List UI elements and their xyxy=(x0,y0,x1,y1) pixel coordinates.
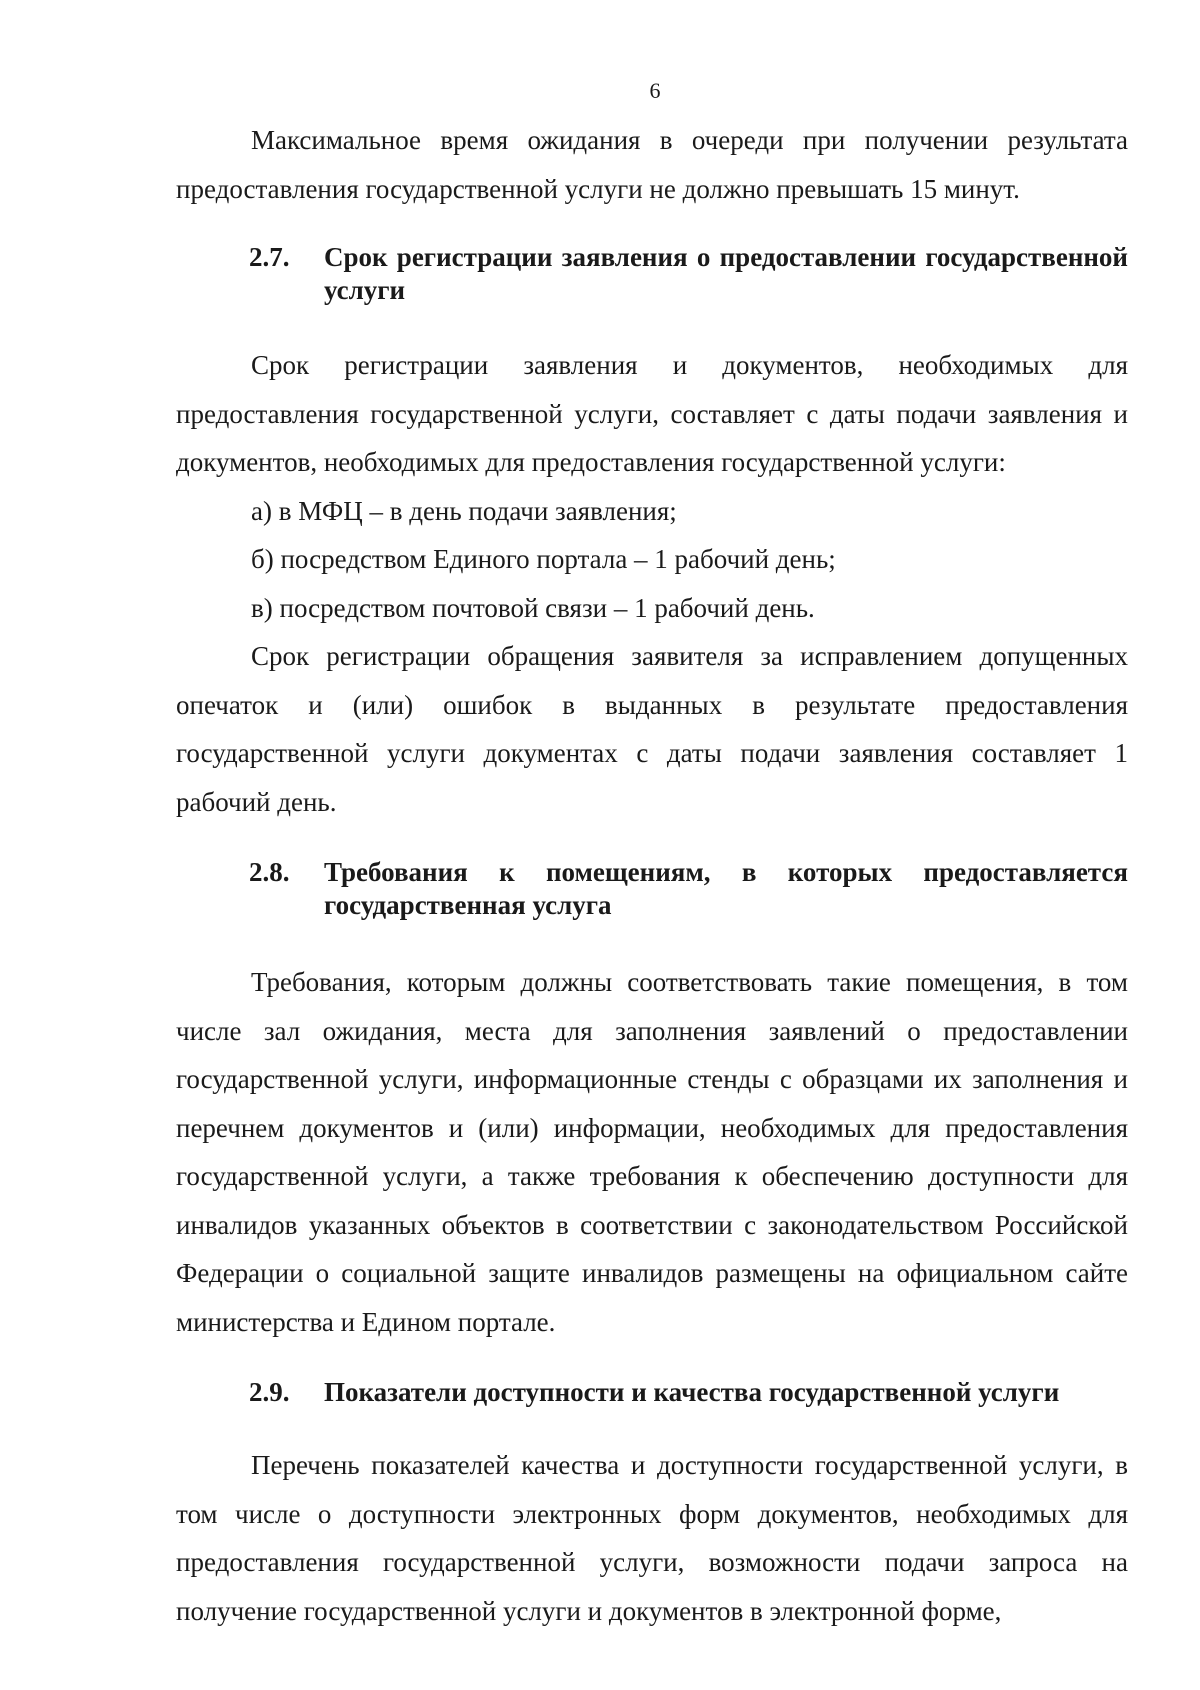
section-title: Срок регистрации заявления о предоставлении государственной услуги xyxy=(324,242,1128,305)
paragraph-max-wait-time: Максимальное время ожидания в очереди при получении результата предоставления государственной услуги не должно превышать 15 минут. xyxy=(176,125,1128,204)
paragraph-registration-term: Срок регистрации заявления и документов, необходимых для предоставления государственной услуги, составляет с даты подачи заявления и документов, необходимых для предоставления государственной услуги: xyxy=(176,350,1128,477)
list-item-mfc: а) в МФЦ – в день подачи заявления; xyxy=(251,495,677,526)
section-heading-2-8 xyxy=(176,856,1128,922)
list-item-portal: б) посредством Единого портала – 1 рабочий день; xyxy=(251,544,836,574)
document-body xyxy=(176,116,1128,1635)
section-title: Требования к помещениям, в которых предоставляется государственная услуга xyxy=(324,857,1128,920)
section-number: 2.7. xyxy=(249,242,290,272)
paragraph-correction-term: Срок регистрации обращения заявителя за исправлением допущенных опечаток и (или) ошибок в выданных в результате предоставления государственной услуги документах с даты подачи заявления составляет 1 рабочий день. xyxy=(176,641,1128,817)
list-item-post: в) посредством почтовой связи – 1 рабочий день. xyxy=(251,592,815,623)
section-heading-2-7 xyxy=(176,241,1128,307)
section-heading-2-9 xyxy=(176,1376,1128,1409)
section-number: 2.8. xyxy=(249,857,290,887)
section-number: 2.9. xyxy=(249,1377,290,1407)
paragraph-quality-indicators: Перечень показателей качества и доступности государственной услуги, в том числе о доступности электронных форм документов, необходимых для предоставления государственной услуги, возможности подачи запроса на получение государственной услуги и документов в электронной форме, xyxy=(176,1450,1128,1626)
page-number: 6 xyxy=(649,78,661,103)
section-title: Показатели доступности и качества государственной услуги xyxy=(324,1377,1060,1407)
paragraph-premises-requirements: Требования, которым должны соответствовать такие помещения, в том числе зал ожидания, места для заполнения заявлений о предоставлении государственной услуги, информационные стенды с образцами их заполнения и перечнем документов и (или) информации, необходимых для предоставления государственной услуги, а также требования к обеспечению доступности для инвалидов указанных объектов в соответствии с законодательством Российской Федерации о социальной защите инвалидов размещены на официальном сайте министерства и Едином портале. xyxy=(176,967,1128,1337)
